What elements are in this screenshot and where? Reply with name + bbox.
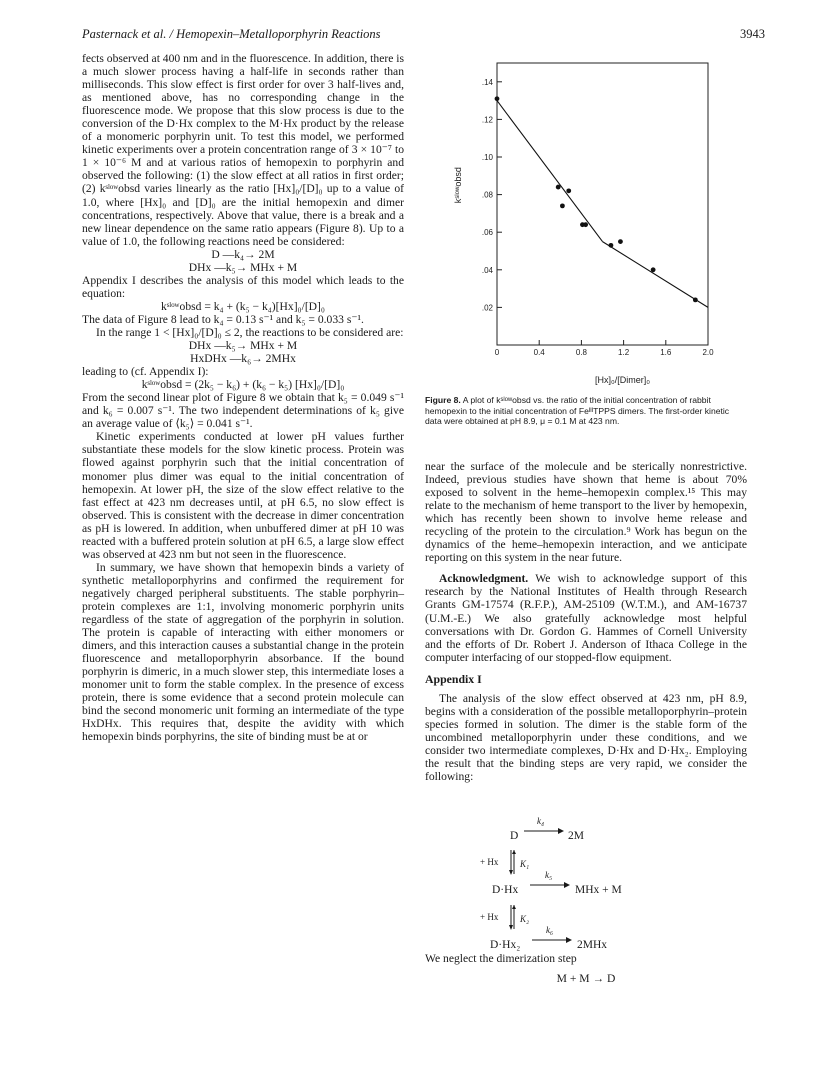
figure-caption bbox=[425, 395, 747, 427]
scheme-r1-right: 2M bbox=[568, 830, 584, 842]
data-point bbox=[618, 239, 623, 244]
data-point bbox=[583, 222, 588, 227]
y-tick-label: .10 bbox=[481, 153, 493, 162]
equation-2: DHx —k₅→ MHx + M bbox=[188, 260, 298, 274]
scheme-r1-left: D bbox=[510, 830, 519, 842]
equilibrium-arrow-icon bbox=[508, 850, 518, 879]
plot-frame bbox=[497, 63, 708, 345]
paragraph: near the surface of the molecule and be sterically nonrestrictive. Indeed, previous studies have shown that heme is about 70% exposed to solvent in the heme–hemopexin complex.¹⁵ This may relate to the mechanism of heme transport to the liver by hemopexin, which has recently been shown to involve heme release and recycling of the protein to the circulation.⁹ Work has begun on the dynamics of the heme–hemopexin interaction, and we anticipate reporting on this system in the near future. bbox=[425, 460, 747, 565]
y-tick-label: .14 bbox=[481, 77, 493, 87]
data-point bbox=[495, 96, 500, 101]
appendix-text: The analysis of the slow effect observed at 423 nm, pH 8.9, begins with a consideration of the possible metalloporphyrin–protein species formed in solution. The dimer is the stable form of the uncombined metalloporphyrin under these conditions, and we consider two intermediate complexes, D·Hx and D·Hx₂. Employing the result that the binding steps are very rapid, we consider the following: bbox=[425, 691, 747, 784]
y-tick-label: .04 bbox=[481, 265, 493, 275]
running-title: Pasternack et al. / Hemopexin–Metalloporphyrin Reactions bbox=[82, 27, 381, 41]
x-axis-label: [Hx]₀/[Dimer]₀ bbox=[595, 375, 650, 385]
final-equation: M + M → D bbox=[556, 972, 616, 985]
equation-6: kˢˡᵒʷobsd = (2k₅ − k₆) + (k₆ − k₅) [Hx]₀/[D]₀ bbox=[141, 378, 345, 392]
paragraph: In the range 1 < [Hx]₀/[D]₀ ≤ 2, the reactions to be considered are: bbox=[96, 325, 404, 339]
scheme-arrow-icon bbox=[530, 880, 570, 893]
acknowledgment-text: We wish to acknowledge support of this research by the National Institutes of Health through Research Grants GM-17574 (R.F.P.), AM-25109 (W.T.M.), and AM-16737 (U.M.-E.) We also gratefully acknowledge most helpful conversations with Dr. Gordon G. Hammes of Cornell University and the efforts of Dr. Robert J. Anderson of Ithaca College in the computer interfacing of our stopped-flow equipment. bbox=[425, 572, 747, 664]
paragraph: In summary, we have shown that hemopexin binds a variety of synthetic metalloporphyrins and confirmed the requirement for negatively charged peripheral substituents. The stable porphyrin–protein complexes are 1:1, involving monomeric porphyrin units regardless of the state of aggregation of the porphyrin in solution. The protein is capable of interacting with either monomers or dimers, and this interaction causes a substantial change in the protein fluorescence and metalloporphyrin absorbance. If the bound porphyrin is dimeric, in a much slower step, this intermediate loses a monomer unit to form the stable complex. In the presence of excess protein, there is some evidence that a second protein molecule can bind the second monomeric unit forming an intermediate of the type HxDHx. This requires that, despite the avidity with which hemopexin binds porphyrins, the site of binding must be at or bbox=[82, 560, 404, 744]
paragraph: leading to (cf. Appendix I): bbox=[82, 365, 209, 379]
data-point bbox=[556, 185, 561, 190]
scheme-r2-right: MHx + M bbox=[575, 884, 622, 896]
acknowledgment-label: Acknowledgment. bbox=[439, 572, 529, 586]
scheme-arrow-icon bbox=[532, 935, 572, 948]
x-tick-label: 2.0 bbox=[702, 348, 714, 357]
equation-4: DHx —k₅→ MHx + M bbox=[188, 339, 298, 353]
equation-3: kˢˡᵒʷobsd = k₄ + (k₅ − k₄)[Hx]₀/[D]₀ bbox=[161, 299, 325, 313]
figure-caption-text: A plot of kˢˡᵒʷobsd vs. the ratio of the initial concentration of rabbit hemopexin to the initial concentration of FeᴵᴵᴵTPPS dimers. The first-order kinetic data were obtained at pH 8.9, μ = 0.1 M at 423 nm. bbox=[425, 395, 730, 426]
paragraph: The data of Figure 8 lead to k₄ = 0.13 s⁻¹ and k₅ = 0.033 s⁻¹. bbox=[82, 312, 364, 326]
data-point bbox=[609, 243, 614, 248]
x-tick-label: 0.4 bbox=[533, 348, 545, 357]
data-point bbox=[651, 267, 656, 272]
paragraph: Kinetic experiments conducted at lower pH values further substantiate these models for the slow kinetic process. Protein was flowed against porphyrin such that the initial concentration of monomer plus dimer was equal to the initial concentration of hemopexin. At lower pH, the size of the slow effect relative to the fast effect at 423 nm decreases until, at pH 6.5, no slow effect is observed. This is consistent with the decrease in dimer concentration as pH is lowered. In addition, when unbuffered dimer at pH 10 was reacted with a buffered protein solution at pH 6.5, a large slow effect was observed at 423 nm but not seen in the fluorescence. bbox=[82, 430, 404, 561]
y-axis-label: kˢˡᵒʷobsd bbox=[453, 167, 463, 204]
scheme-r3-k: k₆ bbox=[546, 925, 554, 935]
paragraph: From the second linear plot of Figure 8 we obtain that k₅ = 0.049 s⁻¹ and k₆ = 0.007 s⁻¹. The two independent determinations of k₅ give an average value of ⟨k₅⟩ = 0.041 s⁻¹. bbox=[82, 391, 404, 431]
scheme-b2-add: + Hx bbox=[480, 912, 499, 922]
y-tick-label: .06 bbox=[481, 228, 493, 238]
x-tick-label: 1.6 bbox=[660, 348, 672, 357]
y-tick-label: .02 bbox=[481, 303, 493, 313]
data-point bbox=[566, 188, 571, 193]
scheme-r3-right: 2MHx bbox=[577, 939, 608, 951]
equation-1: D —k₄→ 2M bbox=[211, 247, 275, 261]
paragraph: Appendix I describes the analysis of this model which leads to the equation: bbox=[82, 273, 404, 300]
neglect-text: We neglect the dimerization step bbox=[425, 952, 577, 965]
paragraph: fects observed at 400 nm and in the fluorescence. In addition, there is a much slower process having a half-life in seconds rather than milliseconds. This slow effect is first order for over 3 half-lives and, as mentioned above, has no corresponding change in the fluorescence mode. We propose that this slow process is due to the conversion of the D·Hx complex to the M·Hx product by the release of a monomeric porphyrin unit. To test this model, we performed kinetic experiments over a protein concentration range of 3 × 10⁻⁷ to 1 × 10⁻⁶ M and at various ratios of hemopexin to porphyrin and observed the following: (1) the slow effect at all ratios in first order; (2) kˢˡᵒʷobsd varies linearly as the ratio [Hx]₀/[D]₀ up to a value of 1.0, where [Hx]₀ and [D]₀ are the initial hemopexin and dimer concentrations, respectively. Above that value, there is a break and a new linear dependence on the same ratio appears (Figure 8). Up to a value of 1.0, the following reactions need be considered: bbox=[82, 52, 404, 248]
x-tick-label: 0 bbox=[494, 348, 500, 357]
scheme-arrow-icon bbox=[524, 826, 564, 839]
x-tick-label: 1.2 bbox=[618, 348, 630, 357]
data-point bbox=[560, 203, 565, 208]
right-column bbox=[425, 460, 747, 783]
y-tick-label: .12 bbox=[481, 115, 493, 125]
page-number: 3943 bbox=[740, 27, 765, 41]
scheme-b1-add: + Hx bbox=[480, 857, 499, 867]
equilibrium-arrow-icon bbox=[508, 905, 518, 934]
scheme-b2-k: K₂ bbox=[520, 914, 530, 924]
data-point bbox=[693, 297, 698, 302]
scheme-r1-k: k₄ bbox=[537, 816, 545, 826]
y-tick-label: .08 bbox=[481, 190, 493, 200]
fit-line bbox=[603, 242, 709, 308]
equation-5: HxDHx —k₆→ 2MHx bbox=[190, 352, 296, 366]
scheme-r2-k: k₅ bbox=[545, 870, 553, 880]
left-column bbox=[82, 52, 404, 743]
scheme-r3-left: D·Hx₂ bbox=[490, 939, 521, 951]
scheme-b1-k: K₁ bbox=[520, 859, 530, 869]
scheme-r2-left: D·Hx bbox=[492, 884, 519, 896]
figure-8-chart bbox=[425, 55, 745, 390]
appendix-title: Appendix I bbox=[425, 671, 482, 686]
x-tick-label: 0.8 bbox=[575, 348, 587, 357]
figure-caption-label: Figure 8. bbox=[425, 395, 461, 405]
fit-line bbox=[497, 101, 603, 242]
